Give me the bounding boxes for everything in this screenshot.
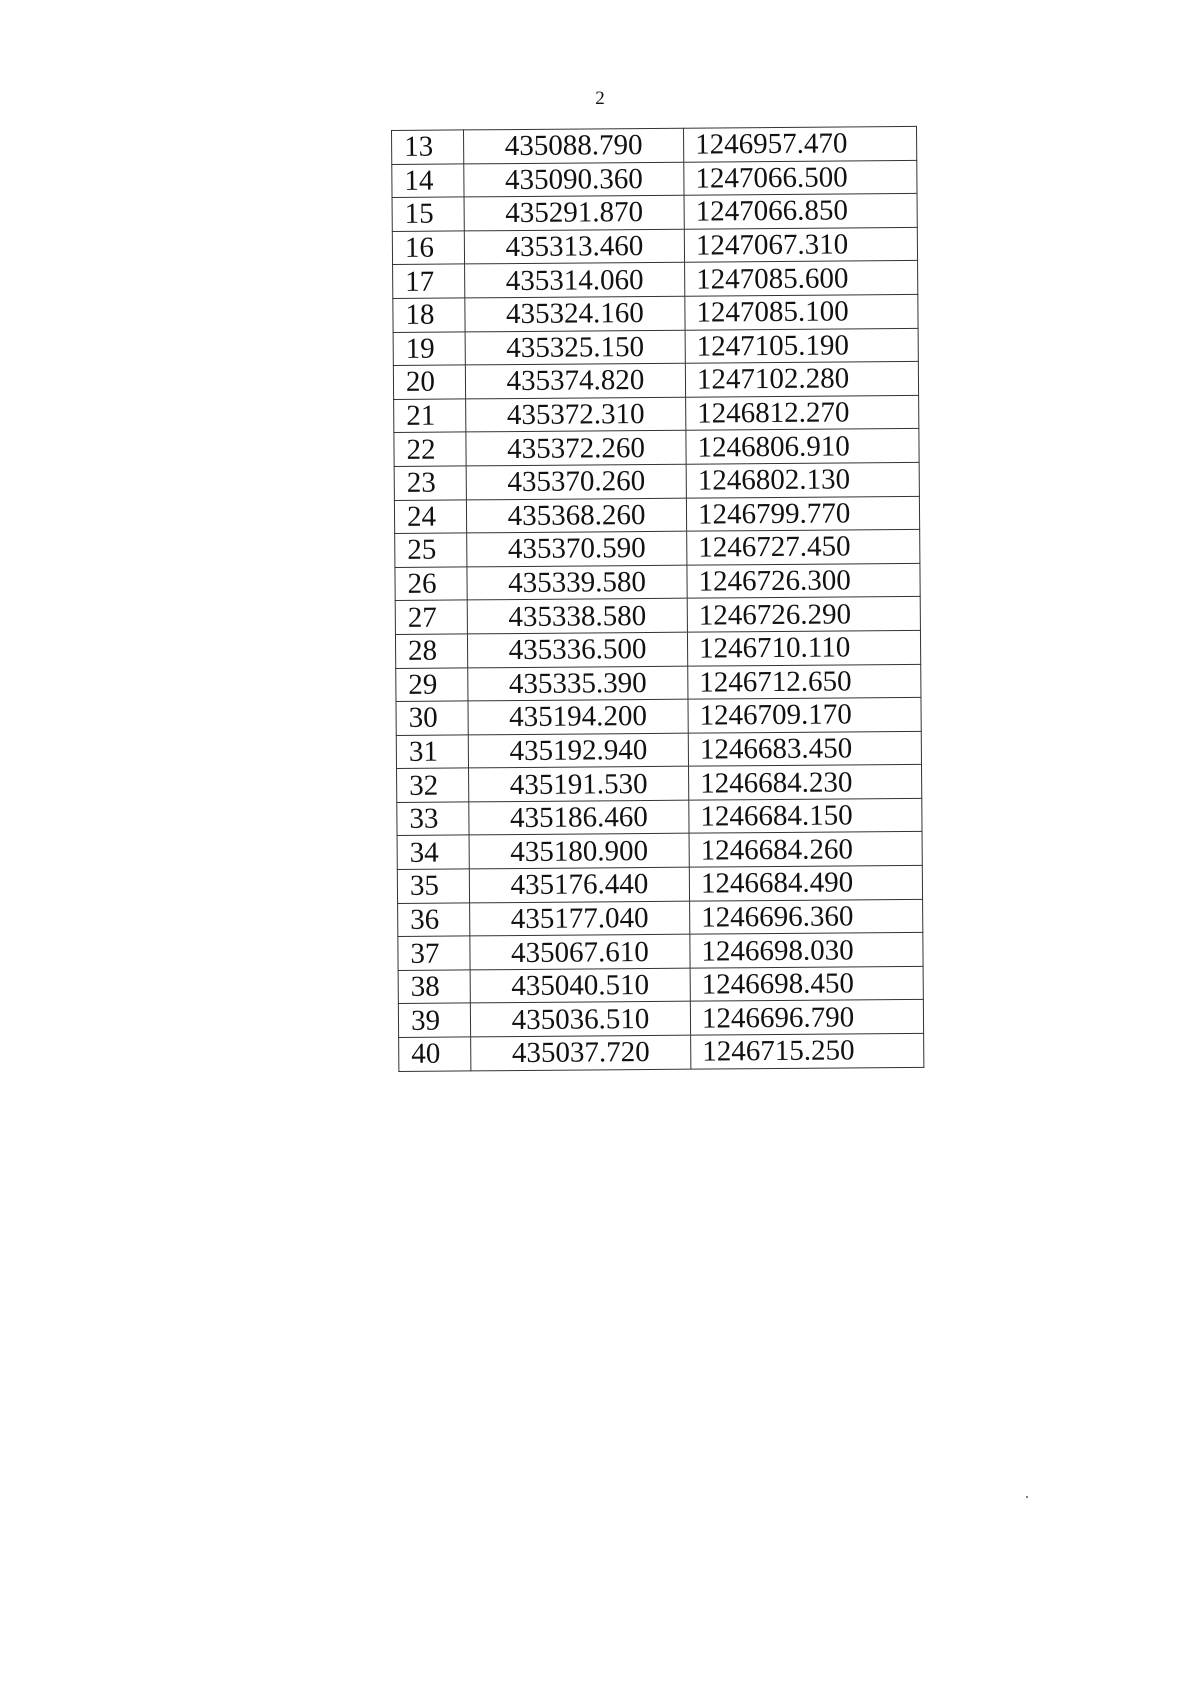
x-coordinate-cell: 435313.460 [464, 229, 684, 264]
x-coordinate-cell: 435180.900 [469, 834, 689, 869]
point-number-cell: 33 [397, 802, 469, 836]
point-number-cell: 30 [396, 701, 468, 735]
point-number-cell: 31 [396, 735, 468, 769]
y-coordinate-cell: 1246709.170 [688, 697, 921, 732]
point-number-cell: 16 [392, 231, 464, 265]
y-coordinate-cell: 1247067.310 [684, 227, 917, 262]
table-row [392, 194, 917, 232]
point-number-cell: 28 [395, 634, 467, 668]
x-coordinate-cell: 435192.940 [468, 733, 688, 768]
x-coordinate-cell: 435324.160 [465, 296, 685, 331]
y-coordinate-cell: 1247085.600 [685, 261, 918, 296]
y-coordinate-cell: 1246806.910 [686, 429, 919, 464]
coordinates-table-body [392, 126, 924, 1071]
scan-speck [1026, 1496, 1028, 1498]
x-coordinate-cell: 435370.590 [467, 531, 687, 566]
x-coordinate-cell: 435335.390 [468, 666, 688, 701]
y-coordinate-cell: 1246684.230 [689, 765, 922, 800]
x-coordinate-cell: 435314.060 [465, 263, 685, 298]
x-coordinate-cell: 435040.510 [470, 968, 690, 1003]
x-coordinate-cell: 435336.500 [467, 632, 687, 667]
y-coordinate-cell: 1246726.290 [687, 597, 920, 632]
table-row [396, 697, 921, 735]
table-row [397, 832, 922, 870]
y-coordinate-cell: 1246696.790 [690, 1000, 923, 1035]
y-coordinate-cell: 1246684.490 [689, 865, 922, 900]
x-coordinate-cell: 435194.200 [468, 699, 688, 734]
point-number-cell: 14 [392, 164, 464, 198]
table-row [397, 798, 922, 836]
y-coordinate-cell: 1246684.150 [689, 798, 922, 833]
table-row [396, 664, 921, 702]
point-number-cell: 18 [393, 298, 465, 332]
x-coordinate-cell: 435370.260 [466, 464, 686, 499]
point-number-cell: 23 [394, 466, 466, 500]
y-coordinate-cell: 1246799.770 [686, 496, 919, 531]
point-number-cell: 19 [393, 331, 465, 365]
point-number-cell: 25 [395, 533, 467, 567]
table-row [399, 1033, 924, 1071]
y-coordinate-cell: 1247085.100 [685, 294, 918, 329]
y-coordinate-cell: 1246727.450 [687, 529, 920, 564]
y-coordinate-cell: 1246812.270 [686, 395, 919, 430]
table-row [395, 630, 920, 668]
point-number-cell: 15 [392, 197, 464, 231]
x-coordinate-cell: 435036.510 [470, 1002, 690, 1037]
table-row [394, 429, 919, 467]
x-coordinate-cell: 435090.360 [464, 162, 684, 197]
table-row [396, 731, 921, 769]
x-coordinate-cell: 435291.870 [464, 195, 684, 230]
table-row [393, 362, 918, 400]
point-number-cell: 39 [398, 1003, 470, 1037]
table-row [394, 496, 919, 534]
point-number-cell: 17 [393, 264, 465, 298]
table-row [392, 227, 917, 265]
y-coordinate-cell: 1246712.650 [688, 664, 921, 699]
table-row [398, 933, 923, 971]
page-number: 2 [595, 88, 605, 109]
point-number-cell: 13 [392, 130, 464, 164]
x-coordinate-cell: 435374.820 [465, 363, 685, 398]
y-coordinate-cell: 1246715.250 [691, 1033, 924, 1068]
y-coordinate-cell: 1247066.850 [684, 194, 917, 229]
point-number-cell: 21 [394, 399, 466, 433]
x-coordinate-cell: 435325.150 [465, 330, 685, 365]
y-coordinate-cell: 1246698.450 [690, 966, 923, 1001]
y-coordinate-cell: 1247102.280 [685, 362, 918, 397]
x-coordinate-cell: 435037.720 [471, 1035, 691, 1070]
point-number-cell: 27 [395, 600, 467, 634]
x-coordinate-cell: 435177.040 [470, 901, 690, 936]
y-coordinate-cell: 1246684.260 [689, 832, 922, 867]
x-coordinate-cell: 435372.260 [466, 431, 686, 466]
point-number-cell: 29 [396, 667, 468, 701]
x-coordinate-cell: 435067.610 [470, 934, 690, 969]
table-row [398, 1000, 923, 1038]
x-coordinate-cell: 435372.310 [466, 397, 686, 432]
y-coordinate-cell: 1246726.300 [687, 563, 920, 598]
table-row [394, 395, 919, 433]
table-row [394, 462, 919, 500]
table-row [395, 563, 920, 601]
point-number-cell: 34 [397, 835, 469, 869]
point-number-cell: 32 [397, 768, 469, 802]
y-coordinate-cell: 1246698.030 [690, 933, 923, 968]
x-coordinate-cell: 435191.530 [469, 766, 689, 801]
y-coordinate-cell: 1246683.450 [688, 731, 921, 766]
x-coordinate-cell: 435088.790 [464, 128, 684, 163]
x-coordinate-cell: 435338.580 [467, 599, 687, 634]
table-row [393, 261, 918, 299]
y-coordinate-cell: 1246710.110 [687, 630, 920, 665]
table-row [397, 765, 922, 803]
table-row [392, 160, 917, 198]
x-coordinate-cell: 435186.460 [469, 800, 689, 835]
y-coordinate-cell: 1246957.470 [683, 126, 916, 161]
coordinates-table [391, 126, 924, 1072]
point-number-cell: 20 [393, 365, 465, 399]
table-row [398, 899, 923, 937]
point-number-cell: 24 [394, 499, 466, 533]
y-coordinate-cell: 1246802.130 [686, 462, 919, 497]
table-row [395, 529, 920, 567]
point-number-cell: 38 [398, 970, 470, 1004]
table-row [393, 328, 918, 366]
table-row [397, 865, 922, 903]
point-number-cell: 37 [398, 936, 470, 970]
table-row [392, 126, 917, 164]
x-coordinate-cell: 435339.580 [467, 565, 687, 600]
table-row [398, 966, 923, 1004]
y-coordinate-cell: 1246696.360 [690, 899, 923, 934]
x-coordinate-cell: 435368.260 [466, 498, 686, 533]
table-row [393, 294, 918, 332]
point-number-cell: 22 [394, 432, 466, 466]
y-coordinate-cell: 1247066.500 [684, 160, 917, 195]
table-row [395, 597, 920, 635]
point-number-cell: 40 [399, 1037, 471, 1071]
y-coordinate-cell: 1247105.190 [685, 328, 918, 363]
point-number-cell: 35 [397, 869, 469, 903]
x-coordinate-cell: 435176.440 [469, 867, 689, 902]
point-number-cell: 26 [395, 567, 467, 601]
point-number-cell: 36 [398, 903, 470, 937]
